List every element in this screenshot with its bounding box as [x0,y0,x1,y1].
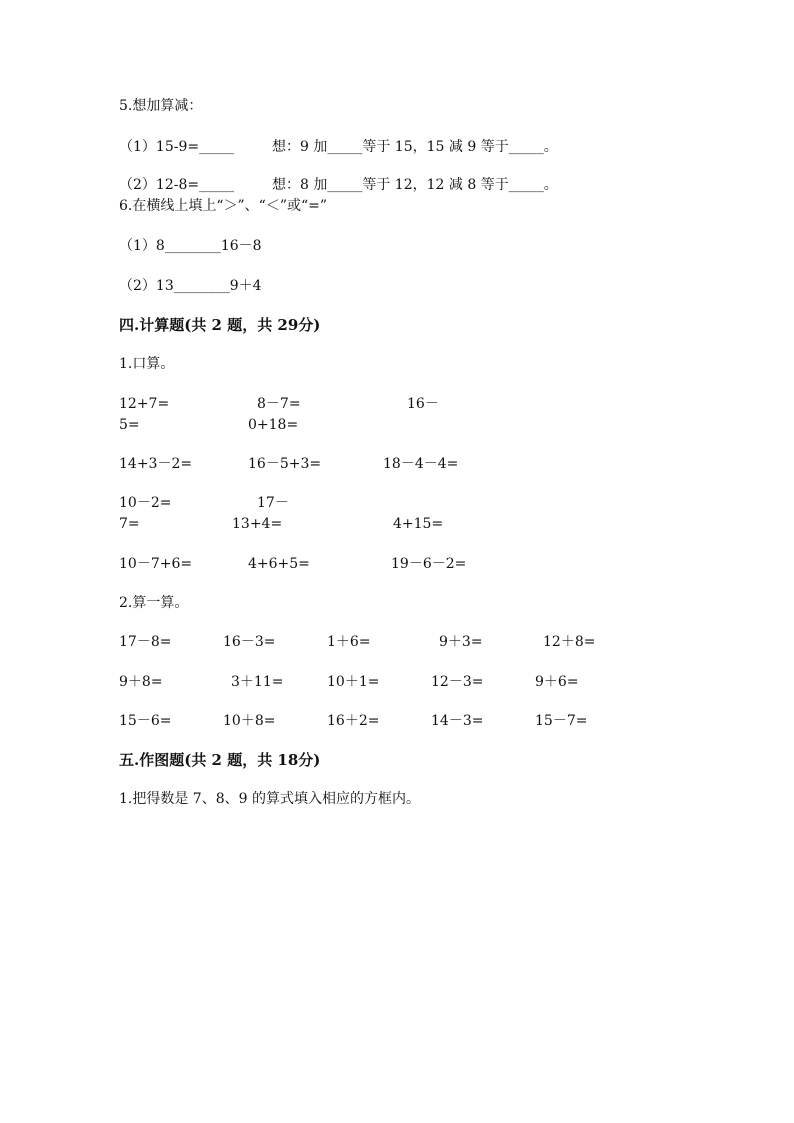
calc-item: 3＋11= [231,674,284,690]
calc-item: 15－6= [119,713,172,729]
oral-calc-item: 10－7+6= [119,556,193,572]
oral-calc-item: 19－6－2= [391,556,467,572]
s4-p2-title: 2.算一算。 [119,595,189,611]
oral-calc-item: 16－5+3= [248,456,322,472]
section5-title: 五.作图题(共 2 题，共 18分) [119,751,321,769]
calc-item: 10＋1= [327,674,380,690]
q5-think-1: 想：9 加_____等于 15，15 减 9 等于_____。 [272,139,558,155]
oral-calc-item: 4+15= [393,516,444,532]
oral-calc-item: 10－2= [119,495,172,511]
calc-item: 12＋8= [543,634,596,650]
q6-item-2: （2）13________9＋4 [119,278,262,294]
calc-item: 17－8= [119,634,172,650]
calc-item: 9＋3= [439,634,483,650]
calc-item: 14－3= [431,713,484,729]
oral-calc-item: 8－7= [257,396,301,412]
s5-p1-text: 1.把得数是 7、8、9 的算式填入相应的方框内。 [119,791,420,807]
oral-calc-item: 17－ [257,495,289,511]
calc-item: 10＋8= [223,713,276,729]
oral-calc-item: 5= [119,417,140,433]
q5-eq-1: （1）15-9=_____ [119,139,235,155]
calc-item: 16－3= [223,634,276,650]
oral-calc-item: 13+4= [232,516,283,532]
section4-title: 四.计算题(共 2 题，共 29分) [119,316,321,334]
calc-item: 9＋6= [535,674,579,690]
q5-think-2: 想：8 加_____等于 12，12 减 8 等于_____。 [272,177,558,193]
calc-item: 12－3= [431,674,484,690]
oral-calc-item: 7= [119,516,140,532]
oral-calc-item: 18－4－4= [383,456,459,472]
s4-p1-title: 1.口算。 [119,356,175,372]
q5-title: 5.想加算减： [119,98,203,114]
oral-calc-item: 12+7= [119,396,170,412]
oral-calc-item: 0+18= [248,417,299,433]
calc-item: 16＋2= [327,713,380,729]
q6-item-1: （1）8________16－8 [119,238,262,254]
calc-item: 15－7= [535,713,588,729]
calc-item: 9＋8= [119,674,163,690]
q5-eq-2: （2）12-8=_____ [119,177,235,193]
oral-calc-item: 4+6+5= [248,556,310,572]
q6-title: 6.在横线上填上“＞”、“＜”或“=” [119,198,328,214]
calc-item: 1＋6= [327,634,371,650]
oral-calc-item: 14+3－2= [119,456,193,472]
oral-calc-item: 16－ [407,396,439,412]
